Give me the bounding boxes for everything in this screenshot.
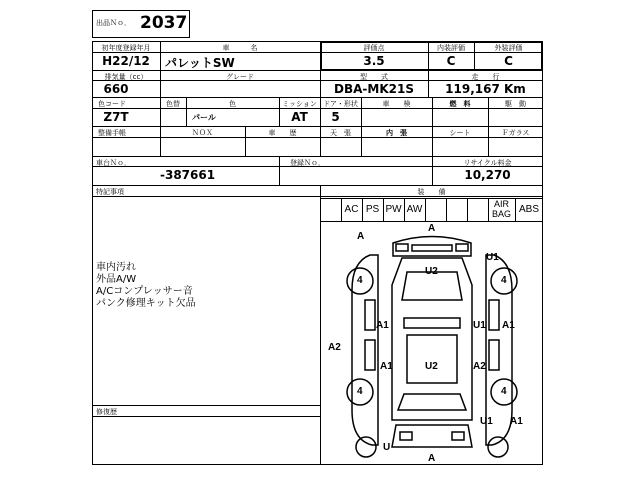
damage-rear-u: U (383, 442, 391, 453)
recycle-label: リサイクル料金 (463, 159, 512, 167)
equip-pw: PW (385, 204, 402, 215)
model-value: DBA-MK21S (334, 82, 414, 96)
mileage-value: 119,167 Km (445, 82, 526, 96)
drive-label: 駆 動 (505, 100, 526, 108)
manual-label: 整備手帳 (98, 129, 126, 137)
recycle-value: 10,270 (464, 168, 511, 182)
damage-wheel-rr: 4 (501, 386, 507, 397)
mileage-label: 走 行 (471, 73, 500, 81)
color-code-label: 色コード (98, 100, 126, 108)
damage-wheel-fl: 4 (357, 275, 363, 286)
damage-lower-u2: U2 (425, 361, 438, 372)
damage-wheel-fr: 4 (501, 275, 507, 286)
color-value: パール (192, 113, 216, 122)
notes-line-2: 外品A/W (96, 274, 137, 285)
equip-airbag: AIR BAG (491, 199, 511, 219)
damage-fr-wheel-u1: U1 (486, 252, 499, 263)
reg-no-label: 登録Ｎｏ． (290, 159, 325, 167)
damage-roof-u2: U2 (425, 266, 438, 277)
roof-lining-label: 天 張 (330, 129, 351, 137)
score-value: 3.5 (363, 54, 385, 68)
damage-wheel-rl: 4 (357, 386, 363, 397)
equip-ps: PS (365, 204, 380, 215)
doors-label: ドア・形状 (323, 100, 358, 108)
displacement-value: 660 (103, 82, 129, 96)
repair-history-title: 修復歴 (96, 408, 117, 416)
lot-number-label: 出品Ｎｏ． (96, 19, 131, 27)
damage-front-top-a: A (428, 223, 436, 234)
equip-ac: AC (344, 204, 359, 215)
model-label: 型 式 (360, 73, 388, 81)
year-label: 初年度登録年月 (101, 44, 151, 52)
notes-title: 特記事項 (96, 188, 124, 196)
damage-rear-a1: A1 (510, 416, 523, 427)
equip-abs: ABS (518, 204, 539, 215)
interior-value: C (446, 54, 456, 68)
lot-number-value: 2037 (140, 13, 188, 33)
displacement-label: 排気量（cc） (104, 73, 148, 81)
doors-value: 5 (331, 110, 340, 124)
interior-lining-label: 内 張 (386, 129, 407, 137)
year-value: H22/12 (102, 54, 150, 68)
history-label: 車 歴 (268, 129, 297, 137)
exterior-value: C (504, 54, 513, 68)
front-glass-label: Ｆガラス (501, 129, 530, 137)
damage-rear-a: A (428, 453, 436, 464)
chassis-value: -387661 (160, 168, 216, 182)
damage-right-a2: A2 (473, 361, 486, 372)
car-damage-diagram (320, 222, 543, 465)
damage-left-a1: A1 (376, 320, 389, 331)
damage-right-a1: A1 (502, 320, 515, 331)
notes-line-3: A/Cコンプレッサー音 (96, 286, 193, 297)
transmission-value: AT (291, 110, 308, 124)
car-name-label: 車 名 (222, 44, 258, 52)
damage-rear-u1: U1 (480, 416, 493, 427)
damage-front-a: A (357, 231, 365, 242)
equip-aw: AW (406, 204, 423, 215)
chassis-label: 車台Ｎｏ． (96, 159, 131, 167)
seat-label: シート (449, 129, 471, 137)
equipment-title: 装 備 (417, 188, 446, 196)
grade-label: グレード (226, 73, 254, 81)
notes-line-1: 車内汚れ (96, 262, 136, 273)
transmission-label: ミッション (282, 100, 317, 108)
car-name-value: パレットSW (165, 56, 235, 70)
damage-left-a2: A2 (328, 342, 341, 353)
exterior-label: 外装評価 (494, 44, 523, 52)
damage-right-u1: U1 (473, 320, 486, 331)
interior-label: 内装評価 (437, 44, 465, 52)
nox-label: ＮＯＸ (192, 129, 213, 137)
color-type-label: 色替 (166, 100, 180, 108)
notes-line-4: パンク修理キット欠品 (96, 298, 196, 309)
inspection-label: 車 検 (382, 100, 411, 108)
color-label: 色 (229, 100, 236, 108)
score-label: 評価点 (363, 44, 385, 52)
damage-lower-left-a1: A1 (380, 361, 393, 372)
color-code-value: Z7T (103, 110, 129, 124)
fuel-label: 燃 料 (449, 100, 471, 108)
